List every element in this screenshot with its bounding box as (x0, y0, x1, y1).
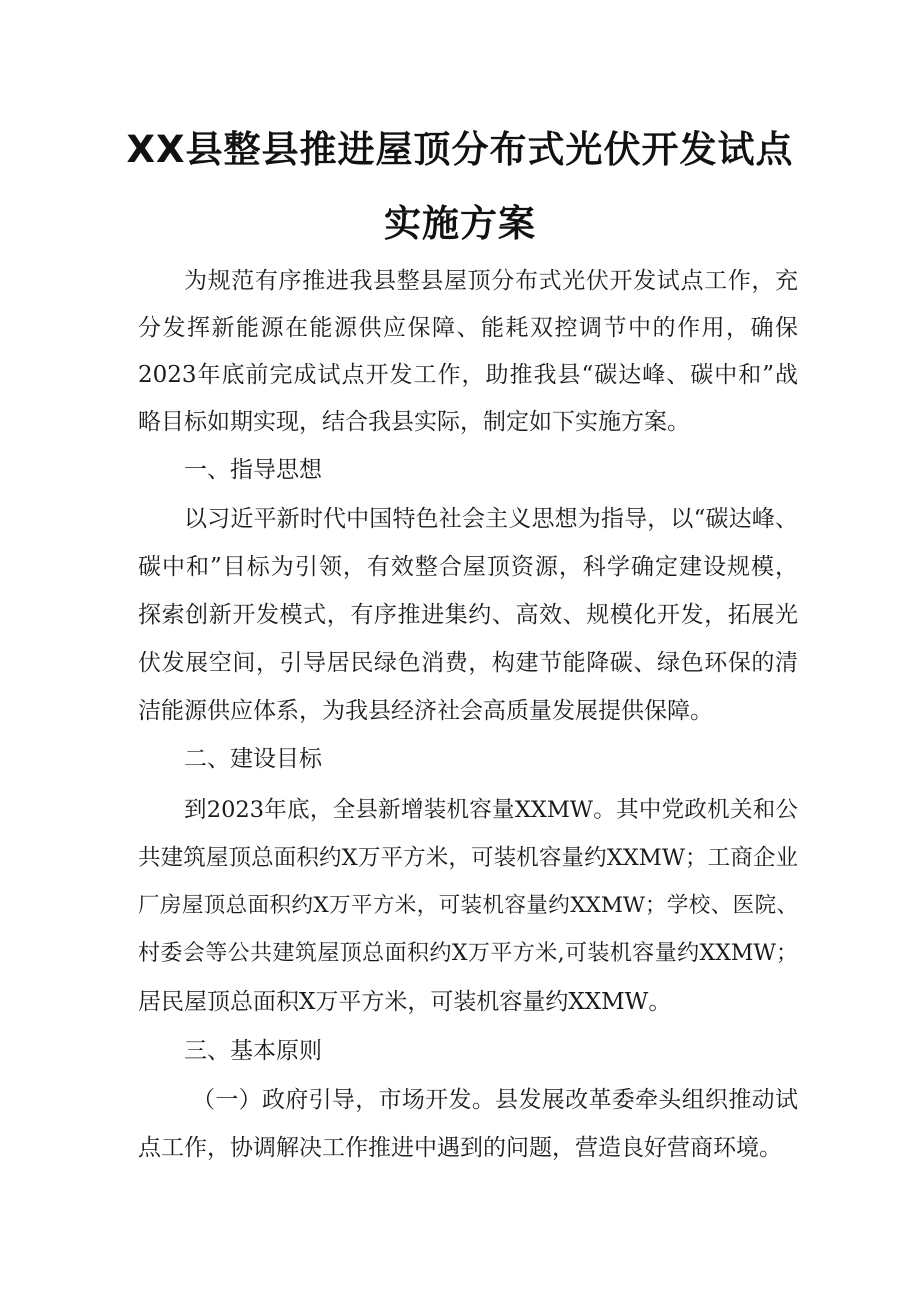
intro-line-4: 略目标如期实现，结合我县实际，制定如下实施方案。 (138, 409, 690, 435)
section1-line-5: 洁能源供应体系，为我县经济社会高质量发展提供保障。 (138, 698, 713, 724)
section-heading-guiding-ideology: 一、指导思想 (184, 457, 322, 483)
section1-line-2: 碳中和”目标为引领，有效整合屋顶资源，科学确定建设规模， (138, 554, 798, 580)
section1-line-1: 以习近平新时代中国特色社会主义思想为指导，以“碳达峰、 (184, 506, 798, 532)
intro-line-2: 分发挥新能源在能源供应保障、能耗双控调节中的作用，确保 (138, 315, 798, 341)
section1-line-4: 伏发展空间，引导居民绿色消费，构建节能降碳、绿色环保的清 (138, 650, 798, 676)
document-title-line-2: 实施方案 (384, 202, 536, 245)
section-heading-construction-goals: 二、建设目标 (184, 746, 322, 772)
section2-line-3: 厂房屋顶总面积约X万平方米，可装机容量约XXMW；学校、医院、 (138, 893, 798, 918)
section2-line-5: 居民屋顶总面积X万平方米，可装机容量约XXMW。 (138, 989, 672, 1015)
section1-line-3: 探索创新开发模式，有序推进集约、高效、规模化开发，拓展光 (138, 602, 798, 628)
section2-line-2: 共建筑屋顶总面积约X万平方米，可装机容量约XXMW；工商企业 (138, 845, 798, 871)
intro-line-3: 2023年底前完成试点开发工作，助推我县“碳达峰、碳中和”战 (138, 362, 798, 388)
section2-line-1: 到2023年底，全县新增装机容量XXMW。其中党政机关和公 (184, 797, 798, 823)
section2-line-4: 村委会等公共建筑屋顶总面积约X万平方米,可装机容量约XXMW； (138, 941, 798, 966)
document-title-line-1: XX县整县推进屋顶分布式光伏开发试点 (126, 128, 794, 171)
section3-line-2: 点工作，协调解决工作推进中遇到的问题，营造良好营商环境。 (138, 1135, 782, 1161)
intro-line-1: 为规范有序推进我县整县屋顶分布式光伏开发试点工作，充 (184, 268, 798, 294)
section3-line-1: （一）政府引导，市场开发。县发展改革委牵头组织推动试 (192, 1087, 798, 1113)
section-heading-basic-principles: 三、基本原则 (184, 1038, 322, 1064)
